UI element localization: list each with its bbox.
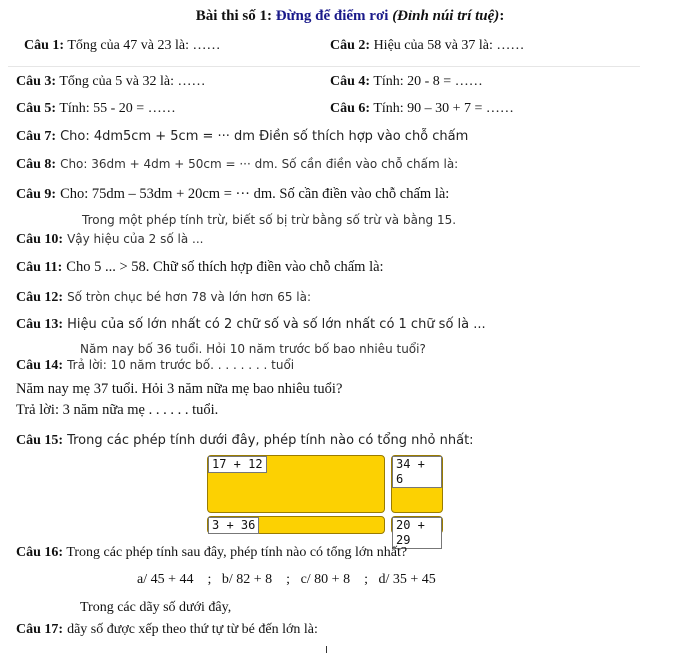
title-prefix: Bài thi số 1 (195, 8, 267, 24)
question-text: Tính: 90 – 30 + 7 = …… (373, 101, 514, 116)
question-text: Tổng của 47 và 23 là: …… (67, 38, 221, 53)
question-10-line1: Trong một phép tính trừ, biết số bị trừ bằng số trừ và bằng 15. (82, 213, 457, 227)
question-14-line1: Năm nay bố 36 tuổi. Hỏi 10 năm trước bố bao nhiêu tuổi? (80, 342, 426, 356)
question-text: Hiệu của số lớn nhất có 2 chữ số và số lớn nhất có 1 chữ số là ... (67, 317, 486, 332)
question-label: Câu 15: (16, 433, 64, 448)
option-box-d[interactable] (391, 516, 443, 547)
question-text: Tính: 55 - 20 = …… (59, 101, 176, 116)
title-main: Đừng để điểm rơi (275, 8, 389, 24)
question-label: Câu 10: (16, 232, 64, 247)
question-text: Cho: 75dm – 53dm + 20cm = ··· dm. Số cần điền vào chỗ chấm là: (60, 186, 450, 202)
question-2 (330, 38, 524, 54)
option-label: 17 + 12 (208, 456, 267, 473)
question-text: Tổng của 5 và 32 là: …… (59, 74, 206, 89)
question-label: Câu 11: (16, 260, 63, 275)
question-label: Câu 4: (330, 74, 371, 89)
question-text: Trả lời: 10 năm trước bố. . . . . . . . tuổi (67, 358, 295, 372)
question-11 (16, 258, 384, 276)
question-text: Trong các phép tính dưới đây, phép tính nào có tổng nhỏ nhất: (67, 433, 474, 448)
question-label: Câu 12: (16, 290, 64, 305)
question-text: dãy số được xếp theo thứ tự từ bé đến lớn là: (67, 622, 318, 637)
question-9 (16, 185, 449, 203)
option-label: 3 + 36 (208, 517, 259, 534)
question-1 (24, 38, 221, 54)
question-text: Cho: 4dm5cm + 5cm = ··· dm Điền số thích hợp vào chỗ chấm (60, 129, 469, 144)
question-label: Câu 3: (16, 74, 57, 89)
question-label: Câu 9: (16, 187, 57, 202)
question-16-options: a/ 45 + 44 ; b/ 82 + 8 ; c/ 80 + 8 ; d/ 35 + 45 (137, 572, 436, 587)
question-label: Câu 16: (16, 545, 64, 560)
title-paren: (Đỉnh núi trí tuệ) (392, 8, 500, 24)
question-label: Câu 17: (16, 622, 64, 637)
question-8 (16, 155, 458, 173)
question-label: Câu 5: (16, 101, 57, 116)
option-label: 34 + 6 (392, 456, 442, 488)
question-12 (16, 288, 311, 306)
question-label: Câu 14: (16, 358, 64, 373)
question-14 (16, 356, 294, 374)
divider (8, 66, 640, 67)
question-label: Câu 8: (16, 157, 57, 172)
question-7 (16, 127, 468, 145)
question-label: Câu 6: (330, 101, 371, 116)
question-text: Vậy hiệu của 2 số là ... (67, 232, 204, 246)
question-text: Hiệu của 58 và 37 là: …… (373, 38, 525, 53)
question-5 (16, 101, 176, 117)
question-label: Câu 2: (330, 38, 371, 53)
question-16 (16, 545, 407, 561)
question-label: Câu 13: (16, 317, 64, 332)
question-label: Câu 1: (24, 38, 65, 53)
question-10 (16, 230, 203, 248)
question-13 (16, 315, 486, 333)
question-text: Số tròn chục bé hơn 78 và lớn hơn 65 là: (67, 290, 312, 304)
option-box-b[interactable] (391, 455, 443, 513)
question-17 (16, 620, 318, 638)
question-17-line1: Trong các dãy số dưới đây, (80, 600, 232, 615)
question-text: Trong các phép tính sau đây, phép tính nào có tổng lớn nhất? (66, 545, 408, 560)
question-4 (330, 74, 483, 90)
extra-question-line1: Năm nay mẹ 37 tuổi. Hỏi 3 năm nữa mẹ bao nhiêu tuổi? (16, 381, 343, 397)
page-title: Bài thi số 1: Đừng để điểm rơi (Đỉnh núi trí tuệ): (195, 8, 505, 24)
option-box-c[interactable] (207, 516, 385, 534)
question-label: Câu 7: (16, 129, 57, 144)
option-label: 20 + 29 (392, 517, 442, 549)
question-text: Tính: 20 - 8 = …… (373, 74, 483, 89)
title-suffix: : (499, 8, 505, 24)
question-6 (330, 101, 514, 117)
text-cursor-mark (326, 646, 327, 653)
option-box-a[interactable] (207, 455, 385, 513)
extra-question-line2: Trả lời: 3 năm nữa mẹ . . . . . . tuổi. (16, 402, 219, 418)
question-text: Cho: 36dm + 4dm + 50cm = ··· dm. Số cần điền vào chỗ chấm là: (60, 157, 459, 171)
question-text: Cho 5 ... > 58. Chữ số thích hợp điền vào chỗ chấm là: (66, 259, 384, 275)
question-3 (16, 74, 206, 90)
question-15 (16, 431, 474, 449)
